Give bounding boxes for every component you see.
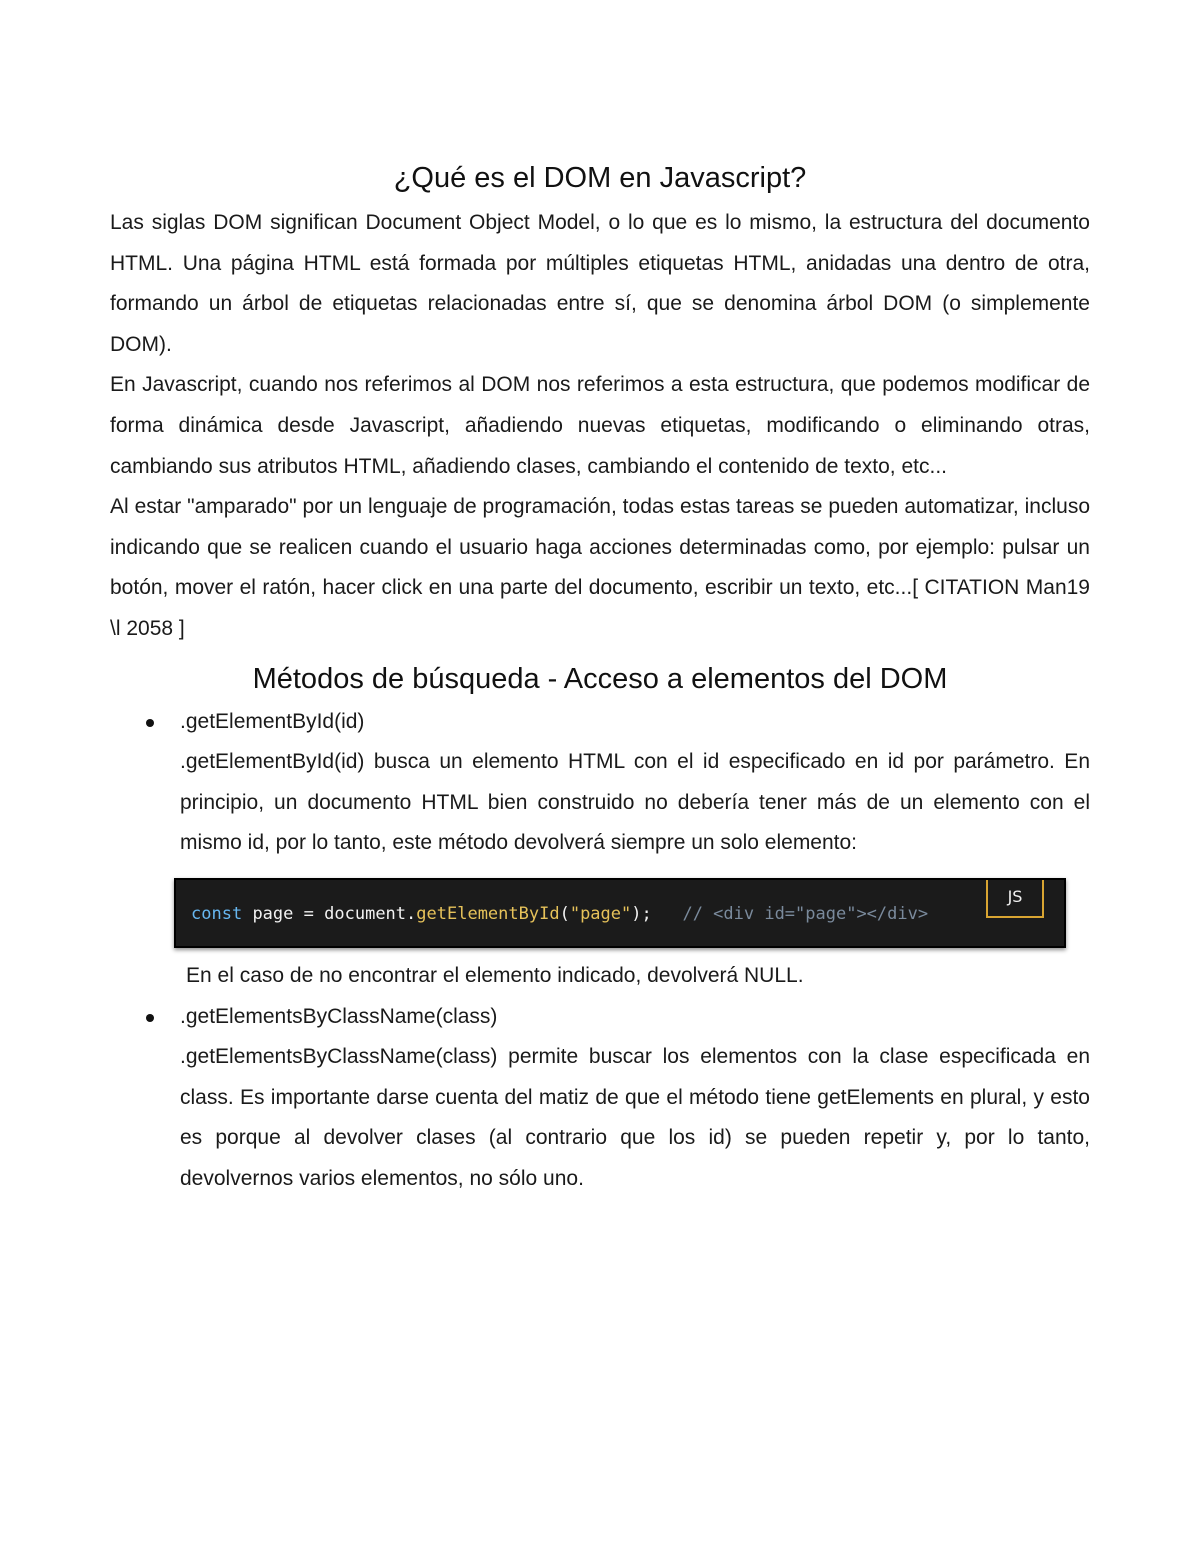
page-title: ¿Qué es el DOM en Javascript?: [393, 162, 807, 194]
automation-paragraph: Al estar "amparado" por un lenguaje de programación, todas estas tareas se pueden automatizar, incluso indicando que se realicen cuando el usuario haga acciones determinadas como, por ejemplo: pulsar un botón, mover el ratón, hacer click en una parte del documento, escribir un texto, etc...[ CITATION Man19 \l 2058 ]: [110, 495, 1090, 640]
code-open-paren: (: [559, 903, 570, 924]
code-comment: // <div id="page"></div>: [682, 903, 929, 924]
method-description: .getElementsByClassName(class) permite buscar los elementos con la clase especificada en class. Es importante darse cuenta del matiz de que el método tiene getElements en plural, y esto es porque al devolver clases (al contrario que los id) se pueden repetir y, por lo tanto, devolvernos varios elementos, no sólo uno.: [180, 1045, 1090, 1190]
language-badge: JS: [986, 880, 1044, 918]
method-name: .getElementsByClassName(class): [180, 1004, 498, 1028]
code-keyword: const: [191, 903, 243, 924]
code-close: );: [631, 903, 652, 924]
method-description: .getElementById(id) busca un elemento HTML con el id especificado en id por parámetro. En principio, un documento HTML bien construido no debería tener más de un elemento con el mismo id, por lo tanto, este método devolverá siempre un solo elemento:: [180, 750, 1090, 855]
document-page: [110, 155, 1090, 1199]
code-dot: .: [406, 903, 417, 924]
dom-javascript-paragraph: En Javascript, cuando nos referimos al DOM nos referimos a esta estructura, que podemos modificar de forma dinámica desde Javascript, añadiendo nuevas etiquetas, modificando o eliminando otras, cambiando sus atributos HTML, añadiendo clases, cambiando el contenido de texto, etc...: [110, 373, 1090, 478]
list-item: [110, 702, 1090, 997]
section-heading: Métodos de búsqueda - Acceso a elementos del DOM: [252, 662, 948, 695]
list-item: [110, 997, 1090, 1200]
code-function: getElementById: [416, 903, 560, 924]
method-note: En el caso de no encontrar el elemento indicado, devolverá NULL.: [186, 963, 804, 987]
method-name: .getElementById(id): [180, 709, 365, 733]
code-line: [191, 902, 928, 926]
code-variable: page: [252, 903, 294, 924]
code-snippet: [174, 878, 1066, 948]
code-operator: =: [303, 903, 314, 924]
bullet-icon: [146, 719, 154, 727]
code-object: document: [324, 903, 407, 924]
intro-paragraph: Las siglas DOM significan Document Object Model, o lo que es lo mismo, la estructura del documento HTML. Una página HTML está formada por múltiples etiquetas HTML, anidadas una dentro de otra, formando un árbol de etiquetas relacionadas entre sí, que se denomina árbol DOM (o simplemente DOM).: [110, 211, 1090, 356]
bullet-icon: [146, 1014, 154, 1022]
code-string: "page": [569, 903, 632, 924]
methods-list: [110, 702, 1090, 1200]
